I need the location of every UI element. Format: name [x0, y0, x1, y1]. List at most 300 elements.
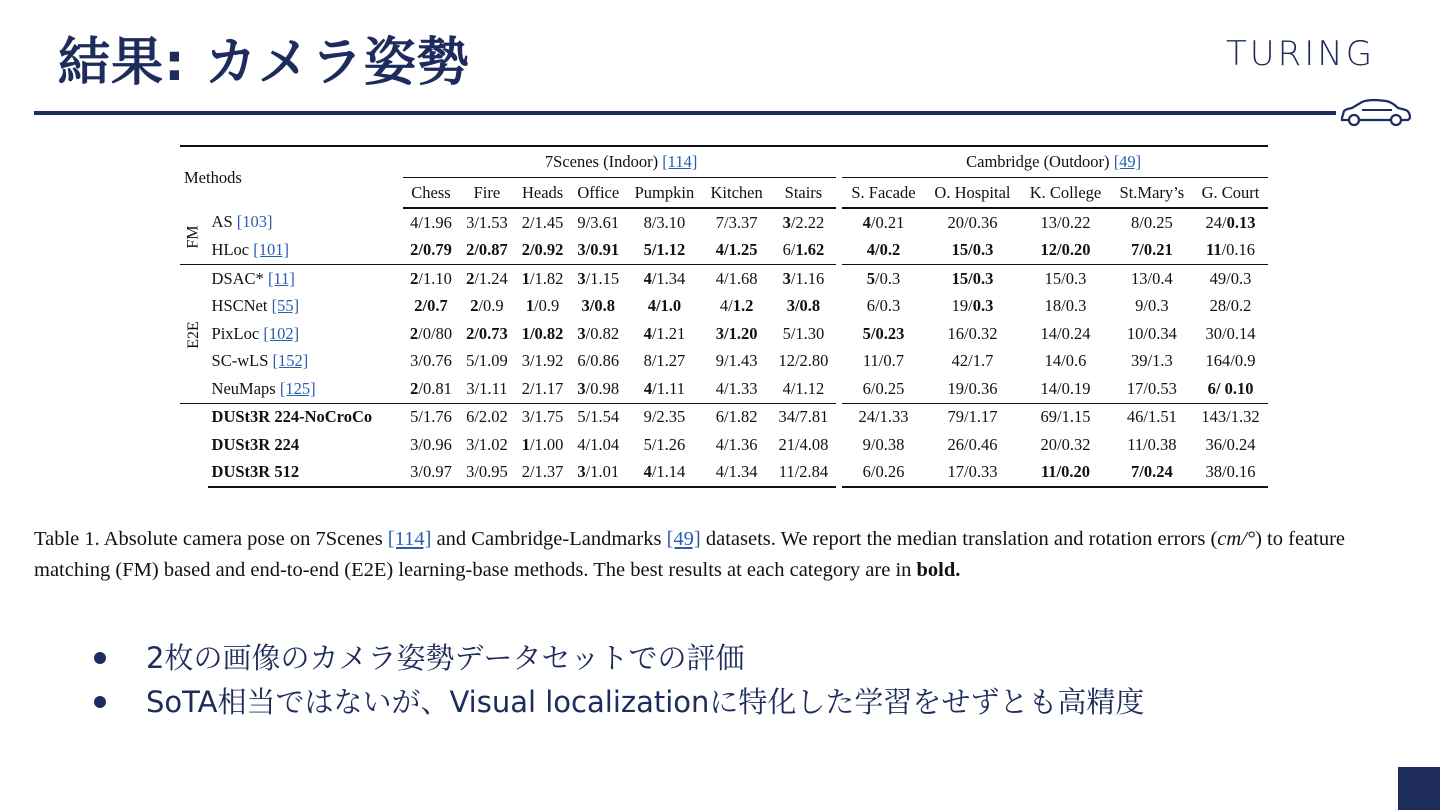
rotation-error: 1.33 — [728, 378, 758, 398]
rotation-error: 1.82 — [534, 268, 564, 288]
result-cell — [839, 431, 924, 459]
translation-error: 2 — [410, 240, 419, 260]
rotation-error: 0.20 — [1061, 462, 1091, 482]
table-row — [180, 208, 1268, 237]
group-header-cite-link[interactable]: [49] — [1113, 152, 1142, 171]
rotation-error: 0.76 — [423, 351, 452, 371]
rotation-error: 0.24 — [1143, 462, 1173, 482]
result-cell — [1111, 293, 1193, 321]
rotation-error: 0.3 — [879, 296, 901, 316]
translation-error: 2 — [521, 462, 530, 482]
method-name: SC-wLS — [211, 351, 273, 371]
separator: / — [870, 323, 876, 343]
translation-error: 4 — [715, 462, 724, 482]
separator: / — [651, 351, 657, 371]
result-cell — [1020, 348, 1110, 376]
method-cite-link[interactable]: [152] — [272, 351, 309, 371]
separator: / — [418, 323, 423, 343]
result-cell — [1193, 459, 1268, 488]
rotation-error: 1.32 — [1230, 407, 1260, 427]
separator: / — [651, 240, 657, 260]
translation-error: 10 — [1126, 323, 1144, 343]
separator: / — [474, 407, 479, 427]
result-cell — [839, 320, 924, 348]
method-name: NeuMaps — [211, 378, 280, 398]
translation-error: 5 — [866, 268, 875, 288]
separator: / — [422, 296, 428, 316]
result-cell — [1193, 237, 1268, 265]
result-cell — [403, 293, 459, 321]
separator: / — [794, 462, 800, 482]
result-cell — [839, 459, 924, 488]
method-cite-link[interactable]: [101] — [253, 240, 289, 260]
rotation-error: 0.46 — [968, 434, 998, 454]
rotation-error: 2.22 — [795, 212, 825, 232]
rotation-error: 1.12 — [795, 378, 825, 398]
result-cell — [771, 265, 840, 293]
translation-error: 2 — [521, 378, 530, 398]
result-cell — [459, 375, 515, 403]
separator: / — [794, 434, 800, 454]
rotation-error: 0.9 — [1234, 351, 1256, 371]
translation-error: 9 — [577, 212, 586, 232]
translation-error: 4 — [866, 240, 875, 260]
separator: / — [474, 351, 479, 371]
translation-error: 143 — [1201, 407, 1227, 427]
result-cell — [403, 403, 459, 431]
method-cite-link[interactable]: [55] — [271, 296, 300, 316]
rotation-error: 1.21 — [656, 323, 686, 343]
result-cell — [1020, 237, 1110, 265]
translation-error: 7 — [1131, 462, 1140, 482]
separator: / — [529, 268, 535, 288]
translation-error: 3 — [577, 462, 586, 482]
rotation-error: 0.95 — [478, 462, 508, 482]
separator: / — [1226, 296, 1231, 316]
result-cell — [1020, 293, 1110, 321]
translation-error: 69 — [1040, 407, 1058, 427]
result-cell — [839, 265, 924, 293]
result-cell — [459, 348, 515, 376]
translation-error: 4 — [715, 268, 724, 288]
rotation-error: 1.96 — [423, 212, 452, 232]
translation-error: 3 — [521, 407, 530, 427]
translation-error: 2 — [409, 323, 419, 343]
separator: / — [724, 212, 729, 232]
rotation-error: 0.91 — [590, 240, 620, 260]
result-cell — [771, 403, 840, 431]
separator: / — [968, 351, 973, 371]
rotation-error: 0.73 — [478, 323, 508, 343]
translation-error: 5 — [466, 351, 475, 371]
translation-error: 3 — [782, 212, 791, 232]
rotation-error: 0.79 — [423, 240, 452, 260]
bullet-dot-icon — [94, 696, 106, 708]
result-cell — [626, 208, 703, 237]
translation-error: 1 — [521, 268, 530, 288]
translation-error: 19 — [947, 378, 964, 398]
translation-error: 2 — [414, 296, 423, 316]
result-cell — [771, 208, 840, 237]
result-cell — [703, 348, 771, 376]
rotation-error: 1.62 — [795, 240, 825, 260]
translation-error: 3 — [581, 296, 590, 316]
translation-error: 11 — [1040, 462, 1057, 482]
corner-block — [1398, 767, 1440, 810]
result-cell — [403, 320, 459, 348]
translation-error: 2 — [466, 240, 475, 260]
result-cell — [459, 431, 515, 459]
translation-error: 12 — [1040, 240, 1058, 260]
translation-error: 12 — [778, 351, 795, 371]
separator: / — [790, 268, 796, 288]
column-header: St.Mary’s — [1111, 178, 1193, 209]
rotation-error: 0.21 — [875, 212, 905, 232]
result-cell — [515, 320, 571, 348]
rotation-error: 1.26 — [656, 434, 686, 454]
separator: / — [1057, 240, 1062, 260]
separator: / — [651, 323, 657, 343]
result-cell — [703, 208, 771, 237]
separator: / — [474, 462, 479, 482]
result-cell — [626, 237, 703, 265]
translation-error: 16 — [947, 323, 964, 343]
rotation-error: 0.25 — [875, 378, 905, 398]
result-cell — [1020, 459, 1110, 488]
result-cell — [703, 265, 771, 293]
method-name-cell — [208, 208, 403, 237]
separator: / — [1057, 323, 1062, 343]
result-cell — [703, 237, 771, 265]
translation-error: 7 — [715, 212, 724, 232]
result-cell — [570, 348, 626, 376]
rotation-error: 0.36 — [968, 212, 998, 232]
translation-error: 3 — [466, 462, 475, 482]
translation-error: 36 — [1205, 434, 1223, 454]
result-cell — [403, 348, 459, 376]
caption-unit: cm/° — [1217, 528, 1256, 550]
result-cell — [459, 459, 515, 488]
result-cell — [925, 348, 1021, 376]
translation-error: 5 — [643, 240, 652, 260]
separator: / — [874, 240, 880, 260]
translation-error: 3 — [466, 434, 475, 454]
separator: / — [418, 212, 423, 232]
separator: / — [724, 268, 729, 288]
rotation-error: 0.19 — [1061, 378, 1091, 398]
translation-error: 20 — [947, 212, 964, 232]
result-cell — [925, 320, 1021, 348]
result-cell — [1193, 348, 1268, 376]
rotation-error: 2.35 — [656, 407, 686, 427]
translation-error: 9 — [1135, 296, 1144, 316]
separator: / — [1057, 378, 1062, 398]
result-cell — [570, 265, 626, 293]
translation-error: 4 — [410, 212, 419, 232]
rotation-error: 0.81 — [423, 378, 452, 398]
result-cell — [839, 208, 924, 237]
result-cell — [1193, 320, 1268, 348]
table-row — [180, 293, 1268, 321]
separator: / — [418, 378, 423, 398]
separator: / — [585, 407, 591, 427]
method-name: DSAC* — [211, 268, 268, 288]
separator: / — [968, 240, 973, 260]
separator: / — [1222, 434, 1227, 454]
result-cell — [1193, 208, 1268, 237]
separator: / — [585, 323, 591, 343]
translation-error: 14 — [1040, 323, 1058, 343]
method-cite-link[interactable]: [102] — [263, 323, 300, 343]
separator: / — [878, 351, 884, 371]
result-cell — [839, 403, 924, 431]
result-cell — [459, 237, 515, 265]
separator: / — [1139, 240, 1144, 260]
rotation-error: 0.3 — [1230, 268, 1252, 288]
separator: / — [418, 407, 423, 427]
result-cell — [1020, 431, 1110, 459]
result-cell — [459, 208, 515, 237]
translation-error: 6 — [866, 296, 875, 316]
result-cell — [771, 459, 840, 488]
separator: / — [651, 407, 657, 427]
rotation-error: 1.20 — [728, 323, 758, 343]
result-cell — [1111, 208, 1193, 237]
translation-error: 11 — [1127, 434, 1144, 454]
separator: / — [794, 296, 800, 316]
translation-error: 5 — [410, 407, 419, 427]
method-name-cell — [208, 265, 403, 293]
translation-error: 4 — [643, 323, 652, 343]
bullet-text: SoTA相当ではないが、Visual localizationに特化した学習をせずとも高精度 — [146, 685, 1145, 719]
rotation-error: 1.92 — [534, 351, 564, 371]
result-cell — [515, 403, 571, 431]
result-cell — [570, 403, 626, 431]
separator: / — [1222, 323, 1227, 343]
header-divider — [34, 111, 1336, 115]
rotation-error: 0.98 — [590, 378, 620, 398]
translation-error: 8 — [1131, 212, 1140, 232]
translation-error: 19 — [951, 296, 969, 316]
translation-error: 3 — [410, 351, 419, 371]
translation-error: 18 — [1044, 296, 1062, 316]
separator: / — [1139, 212, 1144, 232]
result-cell — [459, 320, 515, 348]
rotation-error: 0.6 — [1065, 351, 1087, 371]
separator: / — [474, 240, 479, 260]
caption-text: ) to feature matching (FM) based and end-to-end (E2E) learning-base methods. The best results at each category are in — [34, 528, 1346, 581]
result-cell — [703, 293, 771, 321]
result-cell — [626, 348, 703, 376]
rotation-error: 7.81 — [799, 407, 829, 427]
result-cell — [626, 431, 703, 459]
rotation-error: 1.76 — [423, 407, 452, 427]
translation-error: 2 — [466, 323, 475, 343]
result-cell — [1111, 320, 1193, 348]
rotation-error: 1.3 — [1152, 351, 1173, 371]
rotation-error: 1.82 — [728, 407, 758, 427]
translation-error: 164 — [1205, 351, 1231, 371]
rotation-error: 1.0 — [660, 296, 682, 316]
translation-error: 15 — [1044, 268, 1062, 288]
method-name: DUSt3R 512 — [211, 462, 300, 482]
rotation-error: 0.16 — [1226, 240, 1256, 260]
translation-error: 3 — [715, 323, 724, 343]
rotation-error: 0.24 — [1226, 434, 1256, 454]
rotation-error: 2.02 — [478, 407, 508, 427]
method-name-cell — [208, 348, 403, 376]
translation-error: 11 — [862, 351, 879, 371]
bullet-list — [94, 636, 1144, 724]
translation-error: 2 — [521, 240, 530, 260]
separator: / — [963, 407, 969, 427]
column-header: K. College — [1020, 178, 1110, 209]
result-cell — [570, 431, 626, 459]
separator: / — [418, 351, 423, 371]
group-header-outdoor — [839, 146, 1268, 178]
method-cite-link[interactable]: [11] — [267, 268, 295, 288]
method-cite-link[interactable]: [103] — [236, 212, 273, 232]
rotation-error: 1.16 — [795, 268, 825, 288]
table-group-header-row — [180, 146, 1268, 178]
column-header: Heads — [515, 178, 571, 209]
result-cell — [1193, 431, 1268, 459]
method-name-cell — [208, 237, 403, 265]
separator: / — [1143, 323, 1148, 343]
translation-error: 8 — [643, 351, 652, 371]
translation-error: 3 — [577, 240, 586, 260]
separator: / — [1057, 434, 1062, 454]
translation-error: 30 — [1205, 323, 1223, 343]
method-name: DUSt3R 224-NoCroCo — [211, 407, 373, 427]
separator: / — [724, 434, 729, 454]
translation-error: 79 — [947, 407, 964, 427]
result-cell — [515, 459, 571, 488]
result-cell — [515, 265, 571, 293]
result-cell — [515, 237, 571, 265]
separator: / — [870, 434, 876, 454]
separator: / — [1147, 268, 1153, 288]
translation-error: 15 — [951, 268, 969, 288]
result-cell — [703, 320, 771, 348]
rotation-error: 0.53 — [1147, 378, 1177, 398]
rotation-error: 1.17 — [968, 407, 998, 427]
column-header: Stairs — [771, 178, 840, 209]
result-cell — [626, 293, 703, 321]
result-cell — [570, 459, 626, 488]
result-cell — [515, 375, 571, 403]
rotation-error: 1.11 — [656, 378, 685, 398]
result-cell — [771, 320, 840, 348]
translation-error: 2 — [521, 212, 530, 232]
bullet-item — [94, 680, 1144, 724]
translation-error: 3 — [786, 296, 795, 316]
column-header: Fire — [459, 178, 515, 209]
translation-error: 17 — [1126, 378, 1144, 398]
translation-error: 28 — [1209, 296, 1227, 316]
separator: / — [1226, 407, 1231, 427]
translation-error: 4 — [719, 296, 729, 316]
translation-error: 3 — [782, 268, 791, 288]
rotation-error: 1.15 — [1061, 407, 1091, 427]
separator: / — [724, 462, 729, 482]
rotation-error: 0.3 — [972, 296, 994, 316]
rotation-error: 1.11 — [479, 378, 508, 398]
translation-error: 9 — [862, 434, 871, 454]
rotation-error: 0.16 — [1226, 462, 1256, 482]
result-cell — [925, 403, 1021, 431]
results-table-figure — [180, 145, 1268, 488]
rotation-error: 0.8 — [594, 296, 616, 316]
rotation-error: 0.87 — [478, 240, 508, 260]
rotation-error: 1.12 — [656, 240, 686, 260]
separator: / — [794, 351, 800, 371]
rotation-error: 0.32 — [968, 323, 998, 343]
translation-error: 9 — [643, 407, 652, 427]
result-cell — [1111, 459, 1193, 488]
column-header: S. Facade — [839, 178, 924, 209]
separator: / — [585, 462, 591, 482]
rotation-error: 0.9 — [538, 296, 560, 316]
translation-error: 4 — [647, 296, 656, 316]
separator: / — [585, 351, 591, 371]
rotation-error: 0.2 — [1230, 296, 1252, 316]
caption-cite-link[interactable]: [114] — [387, 528, 432, 550]
translation-error: 7 — [1131, 240, 1140, 260]
translation-error: 1 — [521, 434, 530, 454]
rotation-error: 3.10 — [656, 212, 686, 232]
rotation-error: 0/80 — [422, 323, 453, 343]
rotation-error: 0.25 — [1143, 212, 1173, 232]
result-cell — [570, 208, 626, 237]
caption-bold-word: bold. — [916, 559, 961, 581]
method-name: AS — [211, 212, 237, 232]
method-name-cell — [208, 431, 403, 459]
translation-error: 13 — [1040, 212, 1058, 232]
separator: / — [585, 268, 591, 288]
method-cite-link[interactable]: [125] — [279, 378, 316, 398]
translation-error: 26 — [947, 434, 964, 454]
method-name-cell — [208, 375, 403, 403]
caption-cite-link[interactable]: [49] — [666, 528, 701, 550]
result-cell — [925, 375, 1021, 403]
translation-error: 2 — [470, 296, 479, 316]
separator: / — [1139, 462, 1144, 482]
translation-error: 49 — [1209, 268, 1227, 288]
result-cell — [925, 237, 1021, 265]
translation-error: 6 — [715, 407, 724, 427]
translation-error: 4 — [643, 378, 653, 398]
group-header-indoor — [403, 146, 839, 178]
rotation-error: 0.7 — [883, 351, 905, 371]
result-cell — [459, 403, 515, 431]
separator: / — [1221, 240, 1227, 260]
table-row — [180, 375, 1268, 403]
group-header-cite-link[interactable]: [114] — [662, 152, 698, 171]
table-row — [180, 348, 1268, 376]
separator: / — [1061, 268, 1066, 288]
result-cell — [1111, 237, 1193, 265]
result-cell — [626, 375, 703, 403]
separator: / — [1143, 296, 1148, 316]
rotation-error: 0.97 — [423, 462, 452, 482]
rotation-error: 0.86 — [590, 351, 620, 371]
rotation-error: 1.54 — [590, 407, 620, 427]
rotation-error: 0.22 — [1061, 212, 1091, 232]
translation-error: 3 — [466, 378, 475, 398]
translation-error: 4 — [862, 212, 871, 232]
separator: / — [529, 378, 535, 398]
